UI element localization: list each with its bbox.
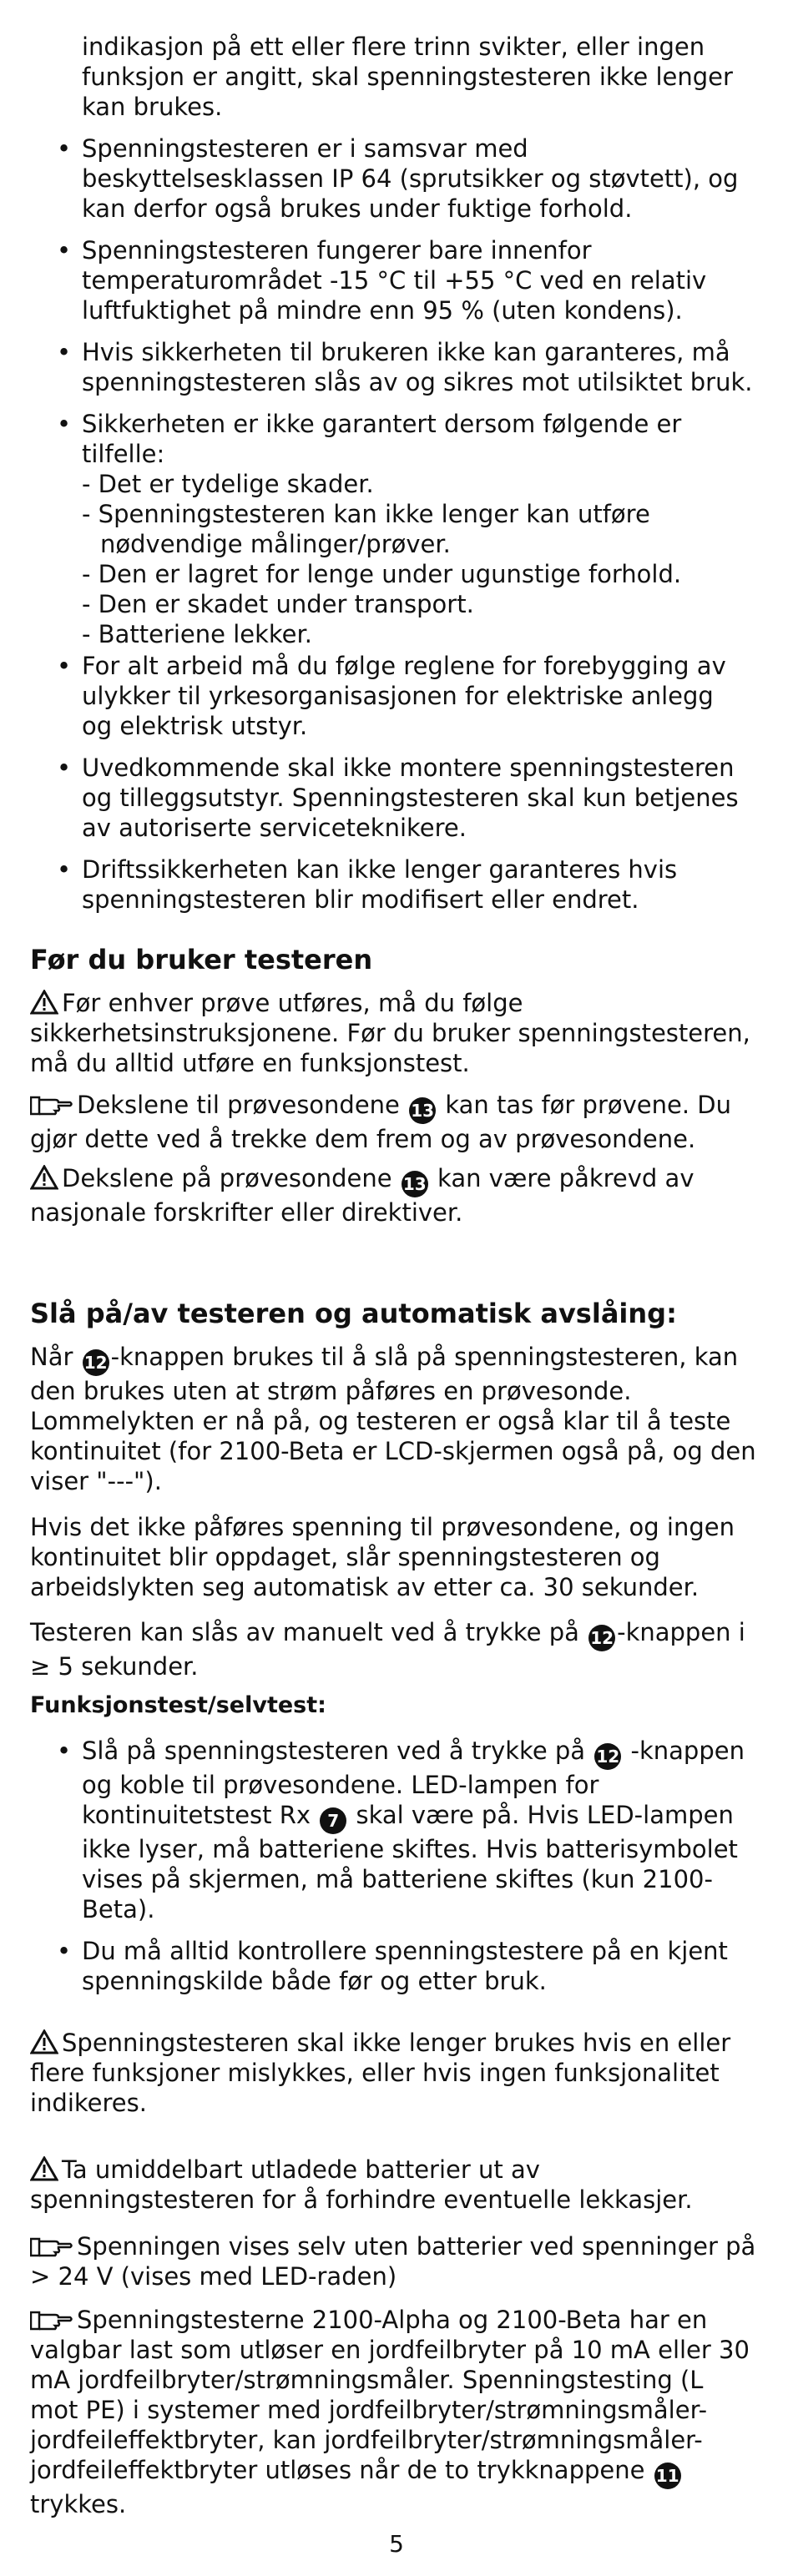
subheading-function-test: Funksjonstest/selvtest:: [30, 1692, 326, 1718]
warning-triangle-icon: [30, 1165, 58, 1190]
paragraph: Spenningstesteren skal ikke lenger brukes hvis en eller flere funksjoner mislykkes, eller hvis ingen funksjonalitet indikeres.: [30, 2029, 731, 2117]
callout-number-icon: 11: [654, 2463, 681, 2489]
list-item: • Driftssikkerheten kan ikke lenger garanteres hvis spenningstesteren blir modifisert eller endret.: [57, 855, 678, 914]
pointing-hand-icon: [30, 2309, 73, 2331]
bullet-icon: •: [57, 855, 72, 884]
callout-number-icon: 13: [402, 1171, 428, 1197]
paragraph: Når 12 -knappen brukes til å slå på spenningstesteren, kan den brukes uten at strøm påføres en prøvesonde. Lommelykten er nå på, og testeren er også klar til å teste kontinuitet (for 2100-Beta er LCD-skjermen også på, og den viser "---").: [30, 1343, 756, 1495]
callout-number-icon: 12: [588, 1625, 615, 1651]
section-heading-power-on-off: Slå på/av testeren og automatisk avslåing:: [30, 1298, 677, 1329]
paragraph: Testeren kan slås av manuelt ved å trykke på 12 -knappen i ≥ 5 sekunder.: [30, 1618, 745, 1681]
paragraph: Spenningstesterne 2100-Alpha og 2100-Beta har en valgbar last som utløser en jordfeilbryter på 10 mA eller 30 mA jordfeilbryter/strømningsmåler. Spenningstesting (L mot PE) i systemer med jordfeilbryter/strømningsmåler-jordfeileffektbryter, kan jordfeilbryter/strømningsmåler-jordfeileffektbryter utløses når de to trykknappene 11 trykkes.: [30, 2306, 750, 2518]
paragraph: Ta umiddelbart utladede batterier ut av spenningstesteren for å forhindre eventuelle lekkasjer.: [30, 2155, 693, 2214]
warning-triangle-icon: [30, 990, 58, 1015]
bullet-icon: •: [57, 1937, 72, 1965]
bullet-icon: •: [57, 754, 72, 782]
callout-number-icon: 12: [83, 1349, 109, 1376]
list-item: • Sikkerheten er ikke garantert dersom følgende er tilfelle: - Det er tydelige skader. - Spenningstesteren kan ikke lenger kan utføre nødvendige målinger/prøver. - Den er lagret for lenge under ugunstige forhold. - Den er skadet under transport. - Batteriene lekker.: [57, 410, 682, 648]
list-item: • Hvis sikkerheten til brukeren ikke kan garanteres, må spenningstesteren slås av og sikres mot utilsiktet bruk.: [57, 338, 753, 396]
bullet-icon: •: [57, 410, 72, 438]
callout-number-icon: 7: [320, 1807, 346, 1834]
list-item: indikasjon på ett eller flere trinn svikter, eller ingen funksjon er angitt, skal spenningstesteren ikke lenger kan brukes.: [82, 33, 733, 121]
paragraph: Spenningen vises selv uten batterier ved spenninger på > 24 V (vises med LED-raden): [30, 2232, 756, 2291]
warning-triangle-icon: [30, 2029, 58, 2054]
list-item: • Spenningstesteren fungerer bare innenfor temperaturområdet -15 °C til +55 °C ved en relativ luftfuktighet på mindre enn 95 % (uten kondens).: [57, 236, 707, 325]
bullet-icon: •: [57, 338, 72, 366]
page-number: 5: [389, 2530, 404, 2558]
callout-number-icon: 12: [594, 1743, 621, 1770]
paragraph: Før enhver prøve utføres, må du følge sikkerhetsinstruksjonene. Før du bruker spenningstesteren, må du alltid utføre en funksjonstest.: [30, 989, 750, 1077]
list-item: • Spenningstesteren er i samsvar med beskyttelsesklassen IP 64 (sprutsikker og støvtett), og kan derfor også brukes under fuktige forhold.: [57, 134, 739, 223]
list-item: • Du må alltid kontrollere spenningstestere på en kjent spenningskilde både før og etter bruk.: [57, 1937, 728, 1995]
safety-bullet-list: [52, 32, 753, 926]
pointing-hand-icon: [30, 2236, 73, 2257]
section-heading-before-use: Før du bruker testeren: [30, 944, 373, 975]
bullet-icon: •: [57, 134, 72, 163]
pointing-hand-icon: [30, 1094, 73, 1116]
list-item: • Uvedkommende skal ikke montere spenningstesteren og tilleggsutstyr. Spenningstesteren skal kun betjenes av autoriserte serviceteknikere.: [57, 754, 739, 842]
function-test-list: [52, 1736, 753, 2008]
list-item: • Slå på spenningstesteren ved å trykke på 12 -knappen og koble til prøvesondene. LED-lampen for kontinuitetstest Rx 7 skal være på. Hvis LED-lampen ikke lyser, må batteriene skiftes. Hvis batterisymbolet vises på skjermen, må batteriene skiftes (kun 2100-Beta).: [57, 1737, 745, 1923]
paragraph: Dekslene på prøvesondene 13 kan være påkrevd av nasjonale forskrifter eller direktiver.: [30, 1164, 695, 1227]
bullet-icon: •: [57, 236, 72, 265]
bullet-icon: •: [57, 1737, 72, 1765]
bullet-icon: •: [57, 652, 72, 680]
callout-number-icon: 13: [409, 1097, 436, 1124]
paragraph: Hvis det ikke påføres spenning til prøvesondene, og ingen kontinuitet blir oppdaget, slår spenningstesteren og arbeidslykten seg automatisk av etter ca. 30 sekunder.: [30, 1513, 735, 1601]
paragraph: Dekslene til prøvesondene 13 kan tas før prøvene. Du gjør dette ved å trekke dem frem og av prøvesondene.: [30, 1091, 732, 1153]
warning-triangle-icon: [30, 2156, 58, 2181]
list-item: • For alt arbeid må du følge reglene for forebygging av ulykker til yrkesorganisasjonen for elektriske anlegg og elektrisk utstyr.: [57, 652, 726, 740]
